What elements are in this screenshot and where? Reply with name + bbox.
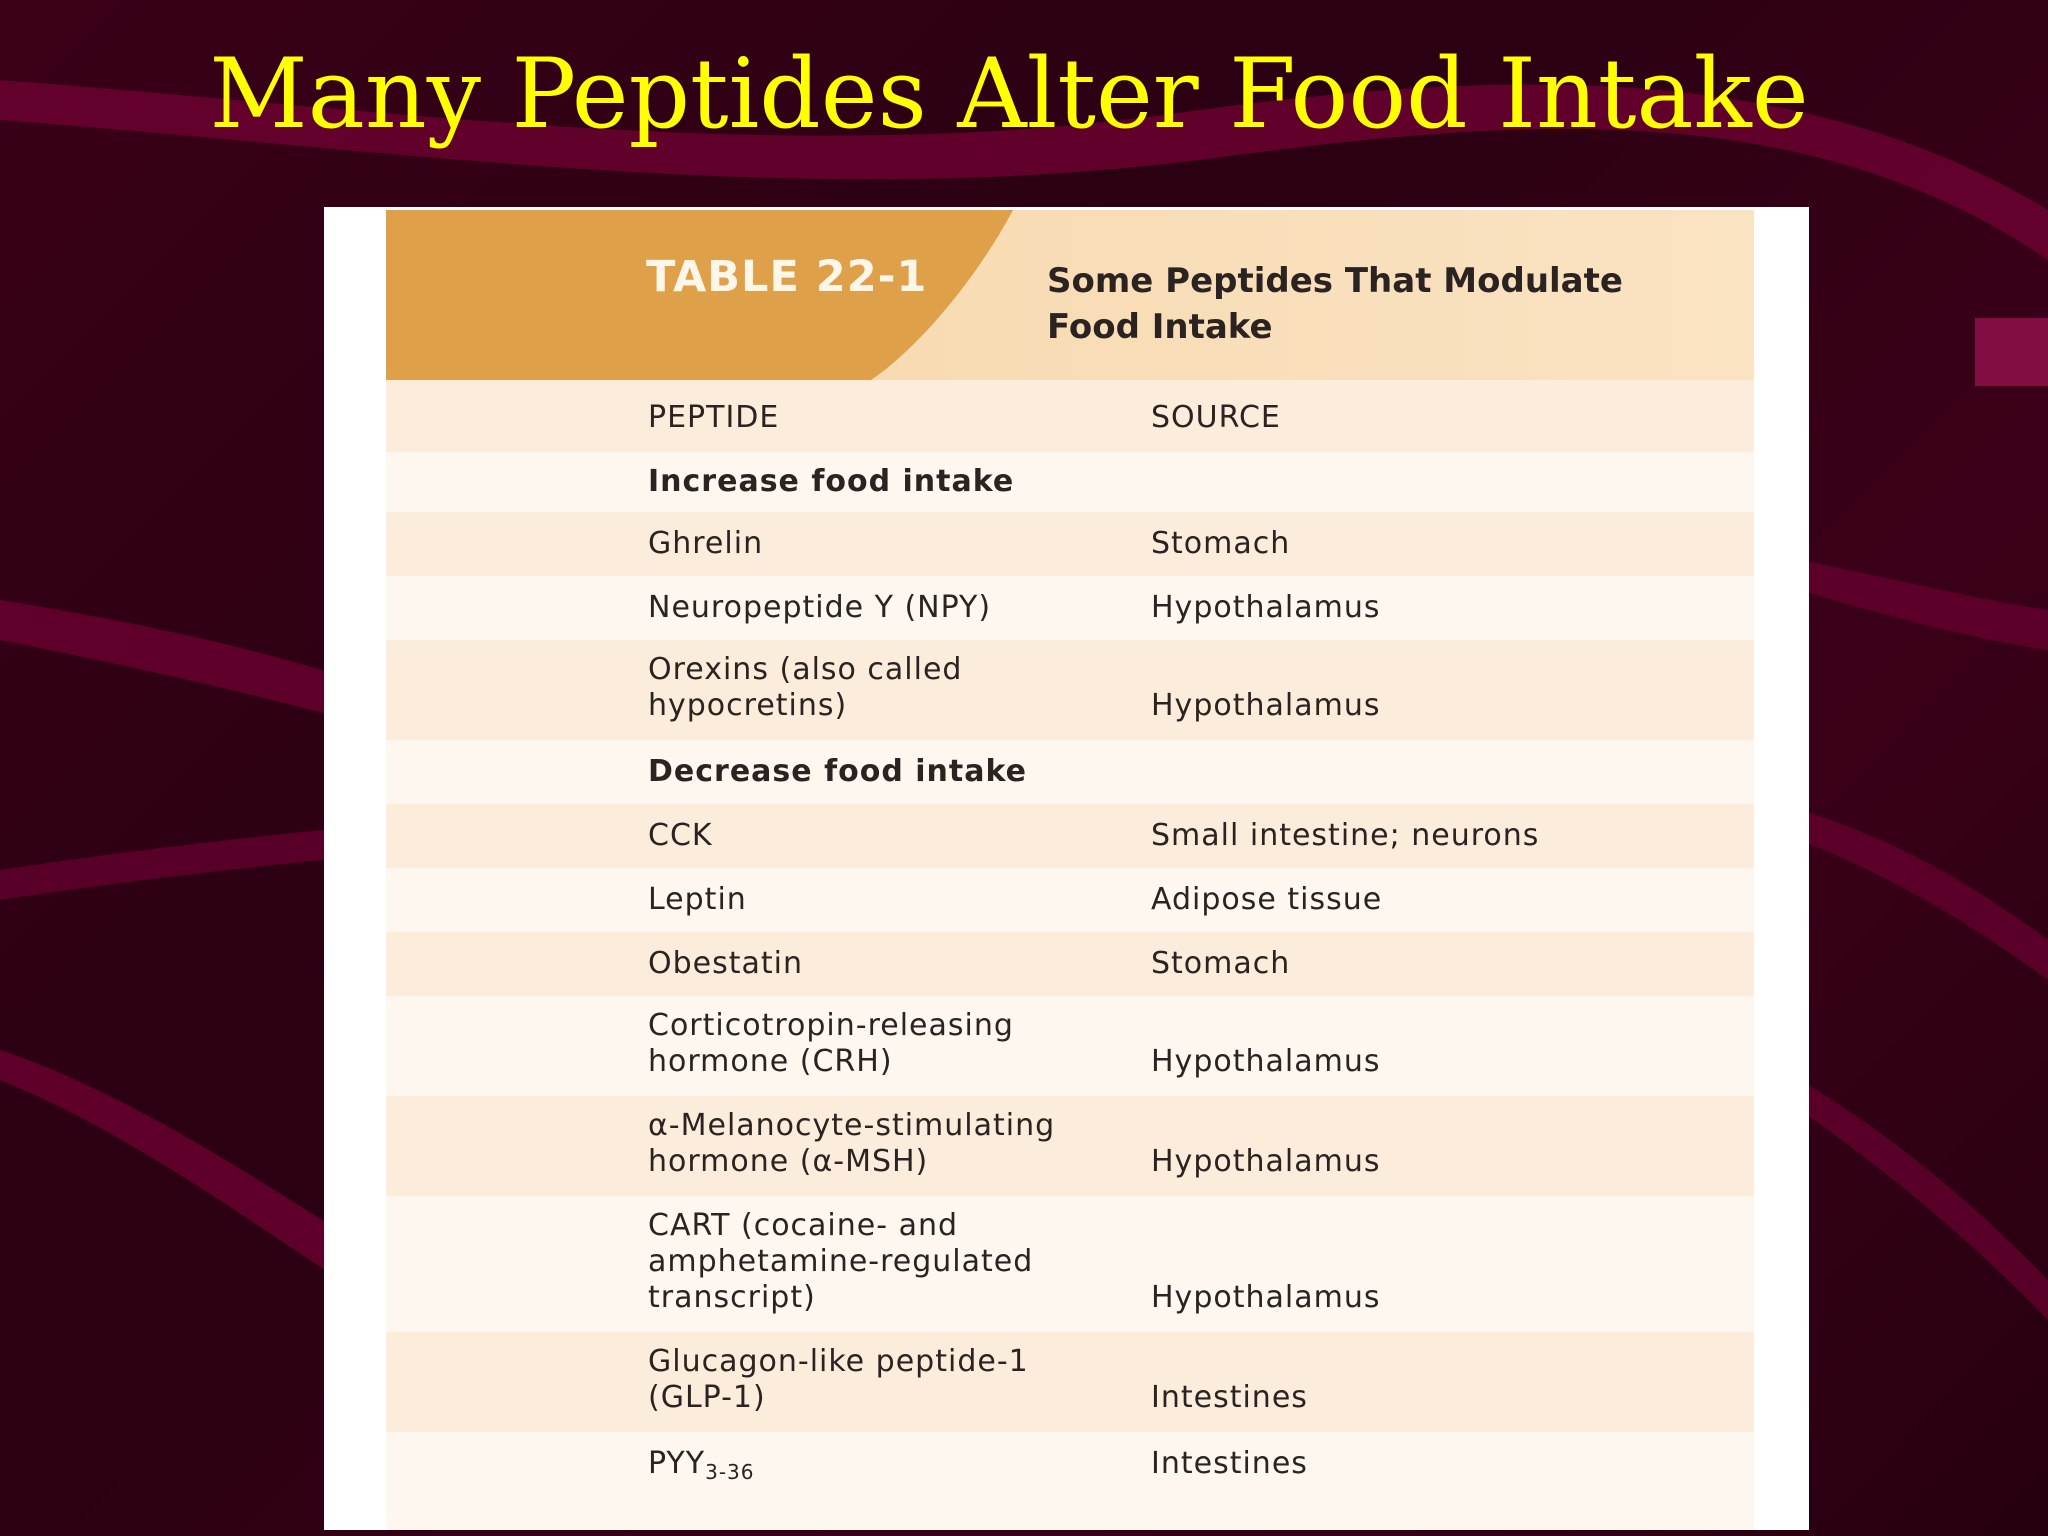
peptide-cell: Neuropeptide Y (NPY) <box>648 590 992 625</box>
peptide-line: Corticotropin-releasing <box>648 1008 1014 1043</box>
table-row <box>386 576 1754 640</box>
table-row <box>386 1332 1754 1432</box>
table-row <box>386 932 1754 996</box>
peptide-line: Orexins (also called <box>648 652 963 687</box>
table-row <box>386 1096 1754 1196</box>
table-caption <box>1047 258 1687 350</box>
peptide-table <box>386 210 1754 1530</box>
table-row <box>386 512 1754 576</box>
peptide-cell <box>648 1108 1128 1180</box>
source-cell: Small intestine; neurons <box>1151 818 1540 853</box>
source-cell: Hypothalamus <box>1151 1044 1381 1079</box>
peptide-cell: Leptin <box>648 882 747 917</box>
table-row <box>386 996 1754 1096</box>
peptide-cell <box>648 1008 1128 1080</box>
caption-line-2: Food Intake <box>1047 307 1273 347</box>
table-row <box>386 804 1754 868</box>
section-row-decrease <box>386 740 1754 804</box>
peptide-line: amphetamine-regulated <box>648 1244 1034 1279</box>
peptide-line: hormone (α-MSH) <box>648 1144 929 1179</box>
peptide-cell <box>648 1208 1128 1316</box>
source-cell: Stomach <box>1151 526 1291 561</box>
section-row-increase <box>386 452 1754 512</box>
peptide-line: α-Melanocyte-stimulating <box>648 1108 1056 1143</box>
peptide-line: transcript) <box>648 1280 816 1315</box>
peptide-base: PYY <box>648 1446 706 1481</box>
section-label-decrease: Decrease food intake <box>648 754 1027 789</box>
peptide-cell <box>648 1344 1128 1416</box>
column-header-row <box>386 380 1754 452</box>
source-cell: Hypothalamus <box>1151 1144 1381 1179</box>
table-row <box>386 1432 1754 1530</box>
slide-title: Many Peptides Alter Food Intake <box>209 38 1809 150</box>
peptide-cell: CCK <box>648 818 713 853</box>
source-cell: Stomach <box>1151 946 1291 981</box>
source-cell: Hypothalamus <box>1151 590 1381 625</box>
section-label-increase: Increase food intake <box>648 464 1015 499</box>
source-cell: Intestines <box>1151 1446 1308 1481</box>
table-number: TABLE 22-1 <box>646 252 928 302</box>
table-row <box>386 1196 1754 1332</box>
peptide-line: hypocretins) <box>648 688 848 723</box>
peptide-cell: Ghrelin <box>648 526 764 561</box>
col-header-source: SOURCE <box>1151 400 1281 435</box>
peptide-line: Glucagon-like peptide-1 <box>648 1344 1029 1379</box>
table-row <box>386 640 1754 740</box>
source-cell: Intestines <box>1151 1380 1308 1415</box>
table-row <box>386 868 1754 932</box>
peptide-line: hormone (CRH) <box>648 1044 893 1079</box>
peptide-subscript: 3-36 <box>705 1460 755 1484</box>
caption-line-1: Some Peptides That Modulate <box>1047 261 1623 301</box>
table-header <box>386 210 1754 380</box>
table-figure <box>324 207 1809 1530</box>
source-cell: Adipose tissue <box>1151 882 1383 917</box>
col-header-peptide: PEPTIDE <box>648 400 780 435</box>
peptide-cell <box>648 652 1128 724</box>
source-cell: Hypothalamus <box>1151 688 1381 723</box>
peptide-line: CART (cocaine- and <box>648 1208 959 1243</box>
peptide-cell: Obestatin <box>648 946 804 981</box>
peptide-cell <box>648 1446 1128 1490</box>
source-cell: Hypothalamus <box>1151 1280 1381 1315</box>
peptide-line: (GLP-1) <box>648 1380 766 1415</box>
